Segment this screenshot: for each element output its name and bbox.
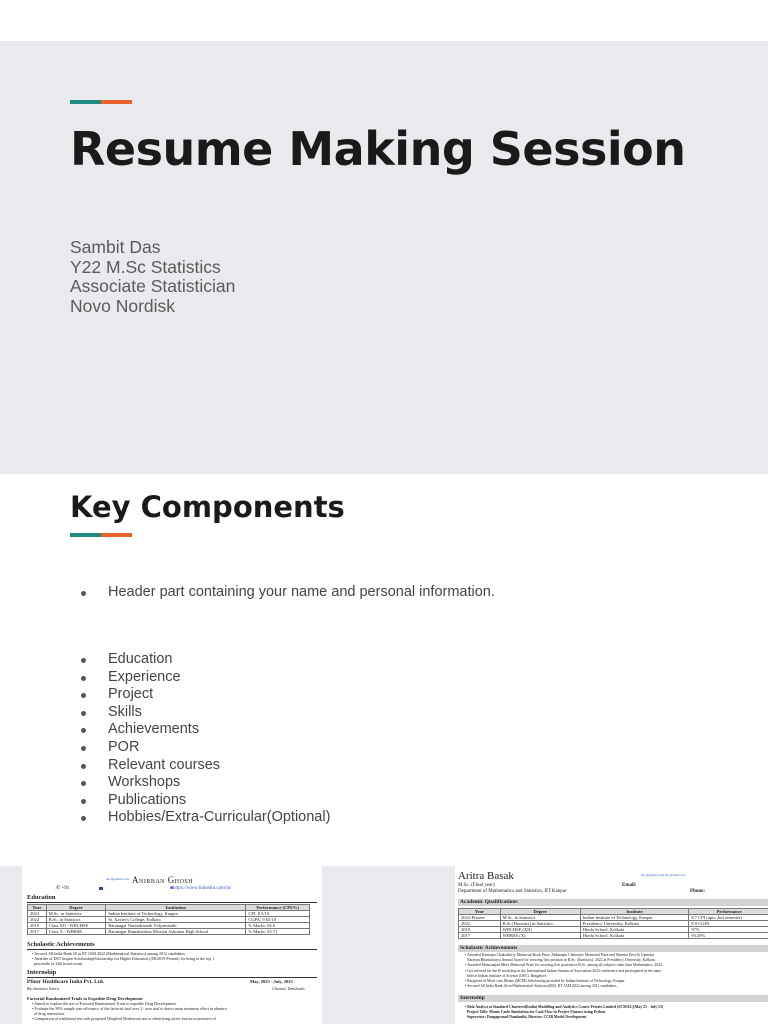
section-heading: Internship [460, 995, 485, 1001]
list-item: Education [80, 651, 330, 669]
accent-bar [70, 100, 132, 104]
section-title: Key Components [70, 490, 345, 524]
resume-sample-right [455, 866, 768, 1024]
section-heading: Education [27, 894, 56, 901]
resume-name: Anirban Ghosh [132, 875, 194, 885]
bullet-dot [81, 591, 86, 596]
project-title: Factorial Randomized Trials to Expedite Drug Development [27, 996, 143, 1001]
resume-program: M.Sc. (Final year) [458, 883, 495, 888]
phone-label: Phone: [690, 889, 705, 894]
team-name: Bio Statistics Intern [27, 986, 59, 991]
bullet-dot [81, 799, 86, 804]
bullet-dot [81, 676, 86, 681]
section-heading: Scholastic Achievements [460, 945, 518, 951]
list-item: Header part containing your name and personal information. [80, 584, 495, 602]
bullet-list-sections [80, 651, 330, 827]
list-item: Hobbies/Extra-Curricular(Optional) [80, 809, 330, 827]
resume-samples-area [0, 866, 768, 1024]
slide-title: Resume Making Session [70, 122, 686, 176]
list-item: Workshops [80, 774, 330, 792]
list-item: Publications [80, 792, 330, 810]
section-heading: Internship [27, 969, 57, 976]
resume-linkedin: ■https://www.linkedin.com/in/ [170, 886, 232, 891]
presenter-role: Associate Statistician [70, 276, 236, 296]
accent-bar [70, 533, 132, 537]
divider [27, 949, 317, 950]
presenter-info [70, 238, 235, 316]
location: Chennai, Tamilnadu [272, 986, 305, 991]
academic-table: Year Degree Institute Performance 2022-Present M.Sc. in Statistics Indian Institute of Technology, Kanpur 8.7 CPI (upto 2nd semester) 2022 B.Sc.(Honours) in Statistics Presidency University, Kolkata 8.9 CGPA 2019 WBCHSE (XII) Hindu School, Kolkata 97% 2017 WBBSE (X) Hindu School, Kolkata 93.29% [458, 908, 768, 939]
bullet-dot [81, 781, 86, 786]
email-label: Email: [622, 883, 637, 888]
bullet-dot [81, 728, 86, 733]
internship-details: • Risk Analyst at Standard Chartered(India) Modelling and Analytics Centre Private Limited (SCMAC)(May'23 - July'23) Project Title: Monte Carlo Simulation for Cash Flow in Project Finance using Python Supervisor: Durgaprasad Nandaniki, Director, CCIB Model Development [465, 1005, 664, 1020]
presenter-name: Sambit Das [70, 237, 161, 257]
list-item: Skills [80, 704, 330, 722]
resume-phone: ✆ +91 [56, 886, 70, 891]
bullet-dot [81, 764, 86, 769]
project-details: • Aimed to explore the use of Factorial Randomized Trials to expedite Drug Development. • Evaluate the 50% sample size efficiency of the factorial trial over 2 - arm trial to detect main treatment effect in absence of drug interaction. • Comparison of traditional test with proposed Weighted Bonferroni test to identifying active factors in presence of [32, 1001, 227, 1021]
bullet-list-header [80, 584, 495, 602]
list-item: Project [80, 686, 330, 704]
resume-sample-left [22, 866, 322, 1024]
accent-bar-orange [101, 533, 132, 537]
company-name: Pfizer Healthcare India Pvt. Ltd. [27, 979, 105, 985]
section-heading: Scholastic Achievements [27, 941, 95, 948]
mail-icon [99, 887, 103, 890]
phone-icon: ✆ [56, 886, 61, 891]
section-heading: Academic Qualifications [460, 899, 518, 905]
resume-name: Aritra Basak [458, 870, 514, 882]
section-band [458, 995, 768, 1002]
divider [27, 902, 317, 903]
scholastic-list: • Secured All India Rank 20 in IIT JAM 2022 (Mathematical Statistics) among 2012 candidates. • Awardee of DST Inspire Scholarship(Scholarship for Higher Education) (08/2019-Present) for being in the top 1 percentile of 12th board exam. [32, 951, 215, 966]
bullet-dot [81, 711, 86, 716]
resume-email: abc@gmail.com [106, 877, 129, 881]
education-table: Year Degree Institution Performance (CPI/%) 2024 M.Sc. in Statistics Indian Institute of Technology, Kanpur CPI: 8.5/10 2022 B.Sc. in Statistics St. Xavier's College, Kolkata CGPA: 9.65/10 2019 Class XII - WBCHSE Baranagar Narendranath Vidyamandir % Marks: 94.6 2017 Class X - WBBSE Baranagar Ramakrishna Mission Ashrama High School % Marks: 93.71 [27, 904, 310, 935]
bullet-dot [81, 746, 86, 751]
bullet-dot [81, 658, 86, 663]
internship-period: May, 2023 - July, 2023 [250, 979, 293, 984]
list-item: Experience [80, 669, 330, 687]
scholastic-list: • Awarded Kanisana Chakraborty Memorial Book Prize, Abhimanu Chatterjee Memorial Prize and Sheema Devi & Upendra Narayan Bhattacharya Annual Award for securing first position in B.Sc. (Statistics), 2022 at Presidency University, Kolkata. • Awarded Manoranjan Mitra Memorial Prize for securing first position in B.Sc. among all subjects other than Mathematics, 2022. • Got selected for the R workshop at the International Indian Statistical Association 2023 conference and participated in the same held at Indian Institute of Science (IISC), Bangalore. • Recipient of Merit cum Means (MCM) Scholarship provided by Indian Institute of Technology, Kanpur. • Secured All India Rank 44 in Mathematical Statistics(MS), IIT JAM 2022 among 2011 candidates. [465, 953, 663, 989]
presenter-company: Novo Nordisk [70, 295, 176, 316]
resume-department: Department of Mathematics and Statistics, IIT Kanpur [458, 889, 567, 894]
list-item: Achievements [80, 721, 330, 739]
presenter-program: Y22 M.Sc Statistics [70, 256, 221, 277]
linkedin-icon: ■ [170, 886, 174, 891]
accent-bar-teal [70, 100, 101, 104]
bullet-dot [81, 693, 86, 698]
divider [27, 977, 317, 978]
bullet-dot [81, 816, 86, 821]
accent-bar-teal [70, 533, 101, 537]
accent-bar-orange [101, 100, 132, 104]
list-item: Relevant courses [80, 757, 330, 775]
resume-links: abc@gmail.com abc@iitk.ac.in [641, 873, 686, 877]
list-item: POR [80, 739, 330, 757]
